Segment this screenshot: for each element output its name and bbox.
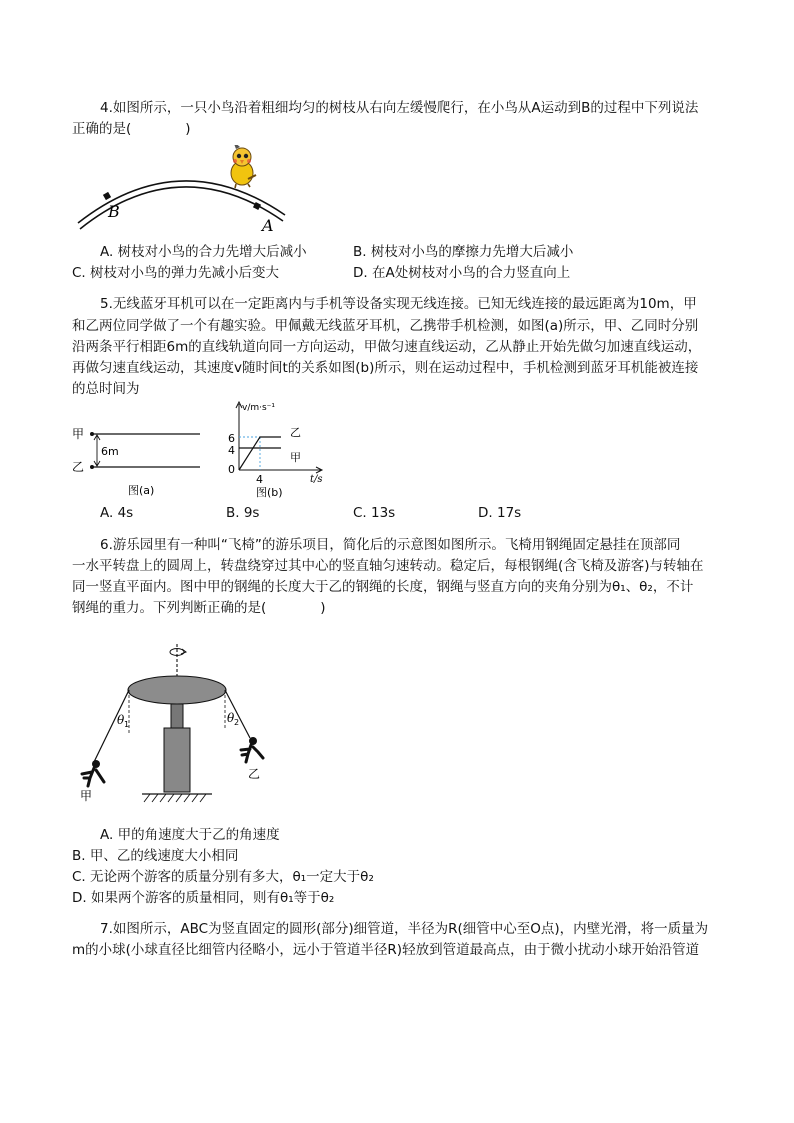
y-tick-4: 4 — [228, 444, 235, 457]
rider-yi-icon — [241, 737, 263, 762]
series-jia-label: 甲 — [290, 451, 301, 464]
q5-stem-line3: 沿两条平行相距6m的直线轨道向同一方向运动，甲做匀速直线运动，乙从静止开始先做匀加速直线运动， — [72, 339, 702, 355]
q6-flying-chair-figure — [72, 638, 292, 814]
q5-stem-line2: 和乙两位同学做了一个有趣实验。甲佩戴无线蓝牙耳机，乙携带手机检测，如图(a)所示，甲、乙同时分别 — [72, 318, 699, 334]
theta1-label: θ — [117, 713, 125, 727]
fig-a-jia-label: 甲 — [72, 427, 85, 441]
q6-option-d[interactable]: D. 如果两个游客的质量相同，则有θ₁等于θ₂ — [72, 890, 335, 906]
q5-option-c[interactable]: C. 13s — [353, 505, 396, 521]
q4-option-d[interactable]: D. 在A处树枝对小鸟的合力竖直向上 — [353, 265, 571, 281]
q4-option-a[interactable]: A. 树枝对小鸟的合力先增大后减小 — [100, 244, 307, 260]
q4-option-b[interactable]: B. 树枝对小鸟的摩擦力先增大后减小 — [353, 244, 574, 260]
rider-jia-label: 甲 — [80, 789, 93, 803]
q6-option-c[interactable]: C. 无论两个游客的质量分别有多大，θ₁一定大于θ₂ — [72, 869, 374, 885]
q6-option-b[interactable]: B. 甲、乙的线速度大小相同 — [72, 848, 239, 864]
theta2-subscript: 2 — [234, 718, 240, 727]
point-b-marker — [103, 192, 111, 200]
series-yi-label: 乙 — [290, 426, 301, 439]
rider-yi-label: 乙 — [248, 767, 261, 781]
q5-stem-line5: 的总时间为 — [72, 381, 140, 397]
q6-stem-line3: 同一竖直平面内。图中甲的钢绳的长度大于乙的钢绳的长度，钢绳与竖直方向的夹角分别为θ₁、θ₂，不计 — [72, 579, 694, 595]
fig-a-distance: 6m — [101, 445, 119, 458]
bird-icon — [231, 145, 256, 188]
fig-a-yi-label: 乙 — [72, 460, 85, 474]
q5-chart-b — [218, 396, 328, 500]
fig-b-caption: 图(b) — [256, 486, 283, 499]
q6-option-a[interactable]: A. 甲的角速度大于乙的角速度 — [100, 827, 280, 843]
fig-a-caption: 图(a) — [128, 484, 155, 497]
theta1-subscript: 1 — [124, 720, 130, 729]
x-axis-label: t/s — [310, 474, 323, 485]
q5-option-a[interactable]: A. 4s — [100, 505, 134, 521]
q5-option-d[interactable]: D. 17s — [478, 505, 522, 521]
q7-stem-line2: m的小球(小球直径比细管内径略小，远小于管道半径R)轻放到管道最高点，由于微小扰动小球开始沿管道 — [72, 942, 700, 958]
q4-stem-line2: 正确的是( ) — [72, 121, 191, 137]
q4-option-c[interactable]: C. 树枝对小鸟的弹力先减小后变大 — [72, 265, 280, 281]
q5-stem-line1: 5.无线蓝牙耳机可以在一定距离内与手机等设备实现无线连接。已知无线连接的最远距离为10m，甲 — [100, 296, 697, 312]
q4-stem-line1: 4.如图所示，一只小鸟沿着粗细均匀的树枝从右向左缓慢爬行，在小鸟从A运动到B的过程中下列说法 — [100, 100, 699, 116]
y-tick-6: 6 — [228, 432, 235, 445]
label-b: B — [108, 202, 120, 221]
label-a: A — [262, 216, 274, 235]
q6-stem-line2: 一水平转盘上的圆周上，转盘绕穿过其中心的竖直轴匀速转动。稳定后，每根钢绳(含飞椅及游客)与转轴在 — [72, 558, 704, 574]
q6-stem-line1: 6.游乐园里有一种叫“飞椅”的游乐项目，简化后的示意图如图所示。飞椅用钢绳固定悬挂在顶部同 — [100, 537, 681, 553]
theta2-label: θ — [227, 711, 235, 725]
q5-stem-line4: 再做匀速直线运动，其速度v随时间t的关系如图(b)所示，则在运动过程中，手机检测到蓝牙耳机能被连接 — [72, 360, 699, 376]
y-axis-label: v/m·s⁻¹ — [242, 403, 276, 413]
rider-jia-icon — [82, 760, 104, 786]
q6-stem-line4: 钢绳的重力。下列判断正确的是( ) — [72, 600, 326, 616]
turntable — [128, 676, 226, 704]
x-tick-4: 4 — [256, 473, 263, 486]
q5-option-b[interactable]: B. 9s — [226, 505, 260, 521]
q7-stem-line1: 7.如图所示，ABC为竖直固定的圆形(部分)细管道，半径为R(细管中心至O点)，内壁光滑，将一质量为 — [100, 921, 709, 937]
q4-branch-figure — [70, 145, 300, 240]
y-tick-0: 0 — [228, 463, 235, 476]
q5-figure-a — [70, 420, 210, 500]
support-column — [164, 728, 190, 792]
